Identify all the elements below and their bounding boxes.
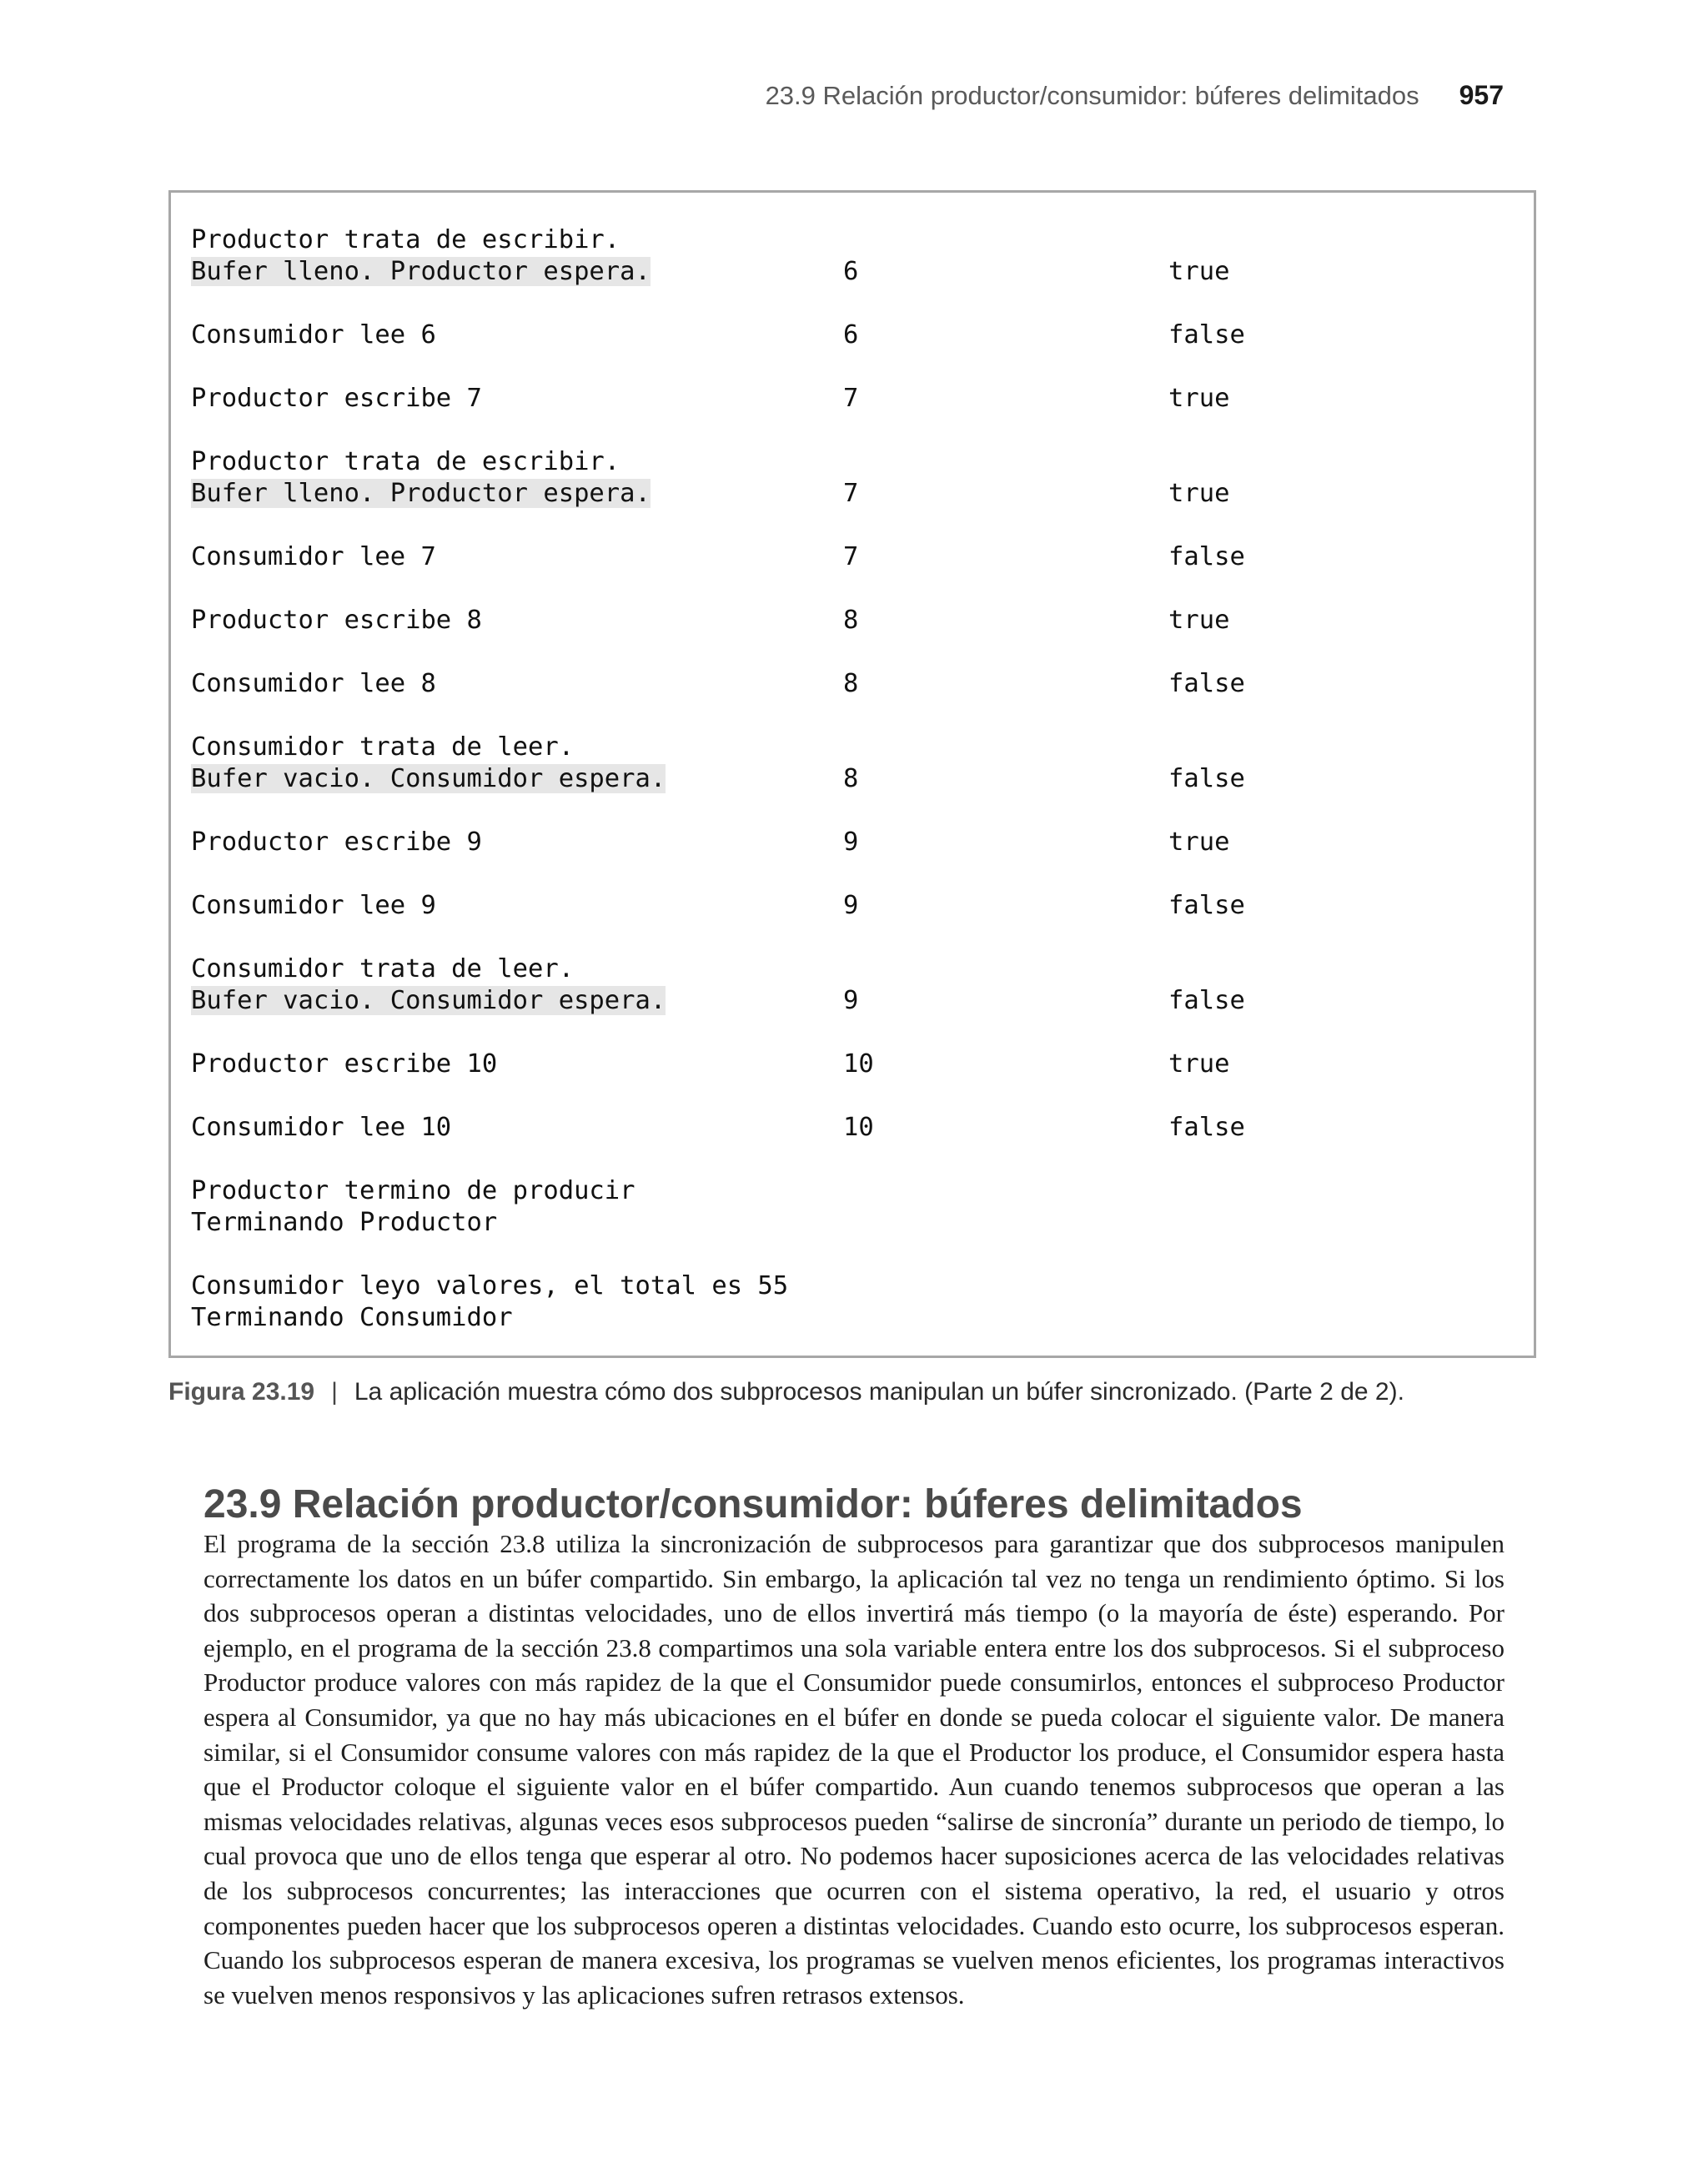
output-line: Terminando Productor	[191, 1208, 498, 1237]
output-line: Productor termino de producir	[191, 1176, 635, 1205]
output-line: Consumidor lee 7 7 false	[191, 542, 1245, 571]
output-buffer-value: 9	[843, 986, 859, 1015]
output-buffer-value: 9	[843, 891, 859, 920]
output-line: Consumidor trata de leer.	[191, 954, 575, 983]
output-line: Productor escribe 10 10 true	[191, 1049, 1230, 1079]
output-occupied-flag: false	[1168, 1113, 1245, 1142]
output-line: Productor escribe 9 9 true	[191, 827, 1230, 857]
output-buffer-value: 6	[843, 320, 859, 350]
output-occupied-flag: true	[1168, 384, 1230, 413]
output-line: Productor escribe 8 8 true	[191, 606, 1230, 635]
output-occupied-flag: false	[1168, 669, 1245, 698]
output-line: Consumidor leyo valores, el total es 55	[191, 1271, 789, 1300]
output-occupied-flag: true	[1168, 1049, 1230, 1079]
body-paragraph: El programa de la sección 23.8 utiliza la sincronización de subprocesos para garantizar que dos subprocesos manipulen correctamente los datos en un búfer compartido. Sin embargo, la aplicación tal vez no tenga un rendimiento óptimo. Si los dos subprocesos operan a distintas velocidades, uno de ellos invertirá más tiempo (o la mayoría de éste) esperando. Por ejemplo, en el programa de la sección 23.8 compartimos una sola variable entera entre los dos subprocesos. Si el subproceso Productor produce valores con más rapidez de la que el Consumidor puede consumirlos, entonces el subproceso Productor espera al Consumidor, ya que no hay más ubicaciones en el búfer en donde se pueda colocar el siguiente valor. De manera similar, si el Consumidor consume valores con más rapidez de la que el Productor los produce, el Consumidor espera hasta que el Productor coloque el siguiente valor en el búfer compartido. Aun cuando tenemos subprocesos que operan a las mismas velocidades relativas, algunas veces esos subprocesos pueden “salirse de sincronía” durante un periodo de tiempo, lo cual provoca que uno de ellos tenga que esperar al otro. No podemos hacer suposiciones acerca de las velocidades relativas de los subprocesos concurrentes; las interacciones que ocurren con el sistema operativo, la red, el usuario y otros componentes pueden hacer que los subprocesos operen a distintas velocidades. Cuando esto ocurre, los subprocesos esperan. Cuando los subprocesos esperan de manera excesiva, los programas se vuelven menos eficientes, los programas interactivos se vuelven menos responsivos y las aplicaciones sufren retrasos extensos.	[203, 1529, 1505, 2009]
output-occupied-flag: true	[1168, 479, 1230, 508]
output-line: Bufer vacio. Consumidor espera. 8 false	[191, 764, 1245, 793]
output-line: Consumidor lee 6 6 false	[191, 320, 1245, 350]
output-buffer-value: 10	[843, 1113, 874, 1142]
figure-caption	[168, 1378, 1536, 1406]
program-output-box	[168, 190, 1536, 1358]
output-buffer-value: 9	[843, 827, 859, 857]
output-line: Bufer vacio. Consumidor espera. 9 false	[191, 986, 1245, 1015]
output-occupied-flag: true	[1168, 606, 1230, 635]
output-line: Bufer lleno. Productor espera. 6 true	[191, 257, 1230, 286]
output-occupied-flag: true	[1168, 257, 1230, 286]
output-line: Consumidor lee 9 9 false	[191, 891, 1245, 920]
output-occupied-flag: true	[1168, 827, 1230, 857]
output-occupied-flag: false	[1168, 891, 1245, 920]
output-buffer-value: 10	[843, 1049, 874, 1079]
output-line: Productor trata de escribir.	[191, 447, 620, 476]
output-buffer-value: 7	[843, 542, 859, 571]
caption-separator: |	[331, 1378, 338, 1406]
section-heading: 23.9 Relación productor/consumidor: búferes delimitados	[203, 1482, 1303, 1527]
output-buffer-value: 8	[843, 764, 859, 793]
output-buffer-value: 8	[843, 669, 859, 698]
output-occupied-flag: false	[1168, 986, 1245, 1015]
output-line: Consumidor lee 8 8 false	[191, 669, 1245, 698]
output-line: Consumidor trata de leer.	[191, 732, 575, 762]
running-title: 23.9 Relación productor/consumidor: búferes delimitados	[765, 81, 1419, 110]
caption-text: La aplicación muestra cómo dos subprocesos manipulan un búfer sincronizado. (Parte 2 de 2).	[354, 1378, 1404, 1406]
output-line: Bufer lleno. Productor espera. 7 true	[191, 479, 1230, 508]
output-occupied-flag: false	[1168, 542, 1245, 571]
output-occupied-flag: false	[1168, 320, 1245, 350]
page-number: 957	[1459, 80, 1504, 110]
output-line: Productor escribe 7 7 true	[191, 384, 1230, 413]
running-header	[0, 80, 1504, 111]
output-buffer-value: 7	[843, 479, 859, 508]
output-occupied-flag: false	[1168, 764, 1245, 793]
output-buffer-value: 6	[843, 257, 859, 286]
output-line: Consumidor lee 10 10 false	[191, 1113, 1245, 1142]
output-line: Productor trata de escribir.	[191, 225, 620, 254]
output-buffer-value: 7	[843, 384, 859, 413]
output-buffer-value: 8	[843, 606, 859, 635]
figure-label: Figura 23.19	[168, 1378, 315, 1406]
output-line: Terminando Consumidor	[191, 1303, 513, 1332]
